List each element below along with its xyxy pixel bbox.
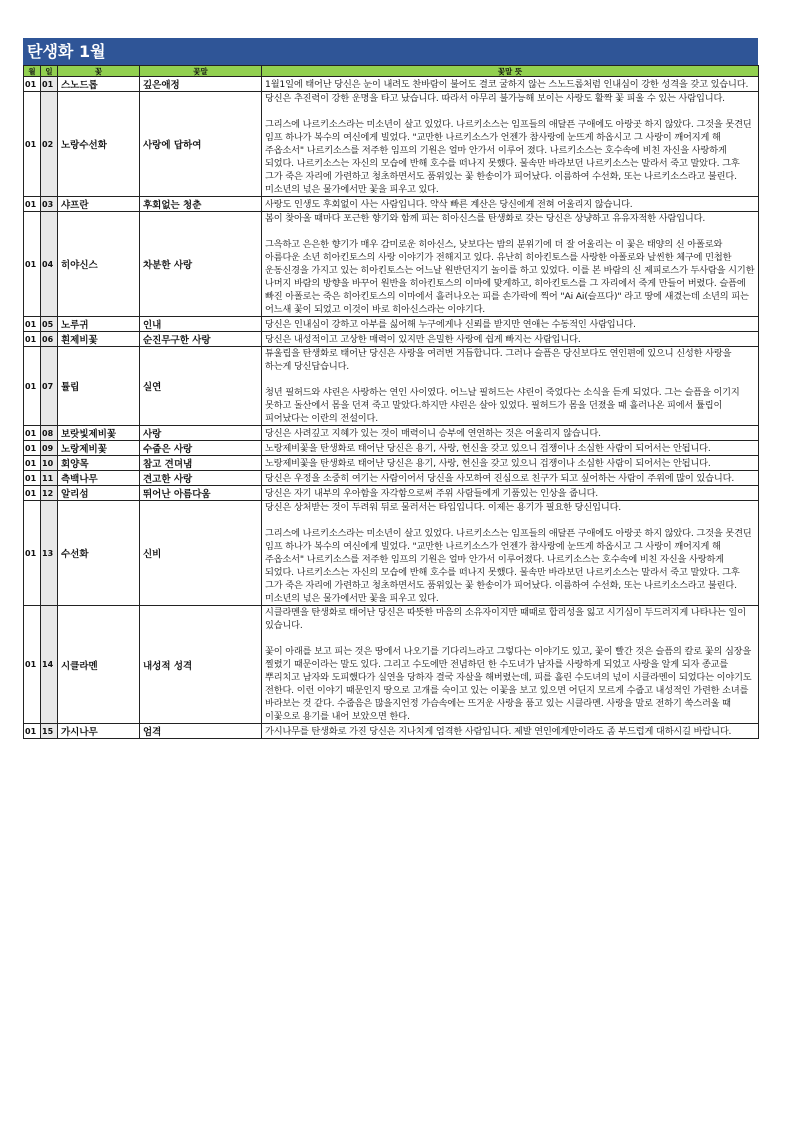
month-cell: 01: [24, 724, 41, 739]
month-cell: 01: [24, 332, 41, 347]
flower-word-cell: 내성적 성격: [140, 606, 262, 724]
day-cell: 04: [41, 212, 58, 317]
table-row: [24, 332, 759, 347]
day-cell: 10: [41, 456, 58, 471]
flower-word-cell: 차분한 사랑: [140, 212, 262, 317]
day-cell: 12: [41, 486, 58, 501]
header-meaning: 꽃말 뜻: [262, 66, 759, 77]
month-cell: 01: [24, 486, 41, 501]
meaning-cell: 당신은 내성적이고 고상한 매력이 있지만 은밀한 사랑에 쉽게 빠지는 사람입니다.: [262, 332, 759, 347]
meaning-cell: 튜울립을 탄생화로 태어난 당신은 사랑을 여러번 거듭합니다. 그러나 슬픔은 당신보다도 연인편에 있으니 신성한 사랑을 하는게 당신답습니다. 청년 필허드와 샤린은 사랑하는 연인 사이였다. 어느날 필허드는 샤린이 죽었다는 소식을 듣게 되었다. 그는 슬픔을 이기지 못하고 돌산에서 몸을 던져 죽고 말았다.하지만 샤린은 살아 있었다. 필허드가 몸을 던졌을 때 흘러나온 피에서 튤립이 피어났다는 이란의 전설이다.: [262, 347, 759, 426]
birth-flower-sheet: [23, 38, 758, 739]
flower-name-cell: 튤립: [58, 347, 140, 426]
table-row: [24, 501, 759, 606]
month-cell: 01: [24, 471, 41, 486]
flower-name-cell: 흰제비꽃: [58, 332, 140, 347]
table-row: [24, 212, 759, 317]
meaning-cell: 시클라멘을 탄생화로 태어난 당신은 따뜻한 마음의 소유자이지만 때때로 합리성을 잃고 시기심이 두드러지게 나타나는 일이 있습니다. 꽃이 아래를 보고 피는 것은 땅에서 나오기를 기다리느라고 그렇다는 이야기도 있고, 꽃이 빨간 것은 슬픔의 칼로 꽃의 심장을 찔렸기 때문이라는 말도 있다. 그리고 수도에만 전념하던 한 수도녀가 남자를 사랑하게 되었고 사랑을 알게 되자 종교를 뿌리치고 남자와 도피했다가 실연을 당하자 결국 자살을 해버렸는데, 피를 흘린 수도녀의 넋이 시클라멘이 되었다는 이야기도 전한다. 이런 이야기 때문인지 땅으로 고개를 숙이고 있는 이꽃을 보고 있으면 어딘지 모르게 수줍고 내성적인 가련한 소녀를 바라보는 것 같다. 수줍음은 많을지언정 가슴속에는 뜨거운 사랑을 품고 있는 시클라멘. 사랑을 말로 전하기 쑥스러울 때 이꽃으로 용기를 내어 보았으면 한다.: [262, 606, 759, 724]
month-cell: 01: [24, 347, 41, 426]
meaning-cell: 사랑도 인생도 후회없이 사는 사람입니다. 약삭 빠른 계산은 당신에게 전혀 어울리지 않습니다.: [262, 197, 759, 212]
flower-word-cell: 사랑에 답하여: [140, 92, 262, 197]
flower-name-cell: 알리섬: [58, 486, 140, 501]
header-flower-word: 꽃말: [140, 66, 262, 77]
meaning-cell: 노랑제비꽃을 탄생화로 태어난 당신은 용기, 사랑, 헌신을 갖고 있으니 겁쟁이나 소심한 사람이 되어서는 안됩니다.: [262, 441, 759, 456]
day-cell: 09: [41, 441, 58, 456]
table-row: [24, 77, 759, 92]
meaning-cell: 당신은 사려깊고 지혜가 있는 것이 매력이니 승부에 연연하는 것은 어울리지 않습니다.: [262, 426, 759, 441]
flower-name-cell: 회양목: [58, 456, 140, 471]
flower-name-cell: 보랏빛제비꽃: [58, 426, 140, 441]
month-cell: 01: [24, 77, 41, 92]
table-row: [24, 92, 759, 197]
birth-flower-table: [23, 65, 759, 739]
meaning-cell: 1월1일에 태어난 당신은 눈이 내려도 찬바람이 불어도 결코 굴하지 않는 스노드롭처럼 인내심이 강한 성격을 갖고 있습니다.: [262, 77, 759, 92]
flower-name-cell: 스노드롭: [58, 77, 140, 92]
table-row: [24, 456, 759, 471]
table-row: [24, 486, 759, 501]
meaning-cell: 봄이 찾아올 때마다 포근한 향기와 함께 피는 히아신스를 탄생화로 갖는 당신은 상냥하고 유유자적한 사람입니다. 그윽하고 은은한 향기가 매우 감미로운 히아신스, 낮보다는 밤의 분위기에 더 잘 어울리는 이 꽃은 태양의 신 아폴로와 아름다운 소년 히아킨토스의 사랑 이야기가 전해지고 있다. 유난히 히아킨토스를 사랑한 아폴로와 날씬한 체구에 민첩한 운동신경을 가지고 있는 히아킨토스는 어느날 원반던지기 놀이를 하고 있었다. 이를 본 바람의 신 제피로스가 두사람을 시기한 나머지 바람의 방향을 바꾸어 원반을 히아킨토스의 이마에 맞게하고, 히아킨토스를 그 자리에서 죽게 만들어 버렸다. 슬픔에 빠진 아폴로는 죽은 히아킨토스의 이마에서 흘러나오는 피를 손가락에 찍어 "Ai Ai(슬프다)" 라고 땅에 새겼는데 소년의 피는 어느새 꽃이 되었고 이것이 바로 히아신스라는 이야기다.: [262, 212, 759, 317]
flower-word-cell: 참고 견뎌냄: [140, 456, 262, 471]
header-flower: 꽃: [58, 66, 140, 77]
flower-name-cell: 샤프란: [58, 197, 140, 212]
table-row: [24, 426, 759, 441]
month-cell: 01: [24, 317, 41, 332]
table-row: [24, 197, 759, 212]
table-row: [24, 317, 759, 332]
meaning-cell: 가시나무를 탄생화로 가진 당신은 지나치게 엄격한 사람입니다. 제발 연인에게만이라도 좀 부드럽게 대하시길 바랍니다.: [262, 724, 759, 739]
month-cell: 01: [24, 212, 41, 317]
table-row: [24, 724, 759, 739]
month-cell: 01: [24, 197, 41, 212]
month-cell: 01: [24, 441, 41, 456]
day-cell: 05: [41, 317, 58, 332]
meaning-cell: 당신은 자기 내부의 우아함을 자각함으로써 주위 사람들에게 기품있는 인상을 줍니다.: [262, 486, 759, 501]
flower-word-cell: 실연: [140, 347, 262, 426]
flower-word-cell: 엄격: [140, 724, 262, 739]
day-cell: 06: [41, 332, 58, 347]
table-row: [24, 471, 759, 486]
flower-word-cell: 순진무구한 사랑: [140, 332, 262, 347]
day-cell: 15: [41, 724, 58, 739]
flower-name-cell: 시클라멘: [58, 606, 140, 724]
meaning-cell: 당신은 상처받는 것이 두려워 뒤로 물러서는 타입입니다. 이제는 용기가 필요한 당신입니다. 그리스에 나르키소스라는 미소년이 살고 있었다. 나르키소스는 임프들의 애달픈 구애에도 아랑곳 하지 않았다. 그것을 못견딘 임프 하나가 복수의 여신에게 빌었다. "교만한 나르키소스가 언젠가 참사랑에 눈뜨게 하옵시고 그 사랑이 깨어지게 해 주옵소서" 나르키소스를 저주한 임프의 기원은 얼마 안가서 이루어졌다. 나르키소스는 호수속에 비친 자신을 사랑하게 되었다. 나르키소스는 자신의 모습에 반해 호수를 떠나지 못했다. 물속만 바라보던 나르키소스는 말라서 죽고 말았다. 그후 그가 죽은 자리에 가련하고 청초하면서도 품위있는 꽃 한송이가 피어났다. 이름하여 수선화, 또는 나르키소스라고 불린다. 미소년의 넋은 물가에서만 꽃을 피우고 있다.: [262, 501, 759, 606]
flower-word-cell: 신비: [140, 501, 262, 606]
day-cell: 11: [41, 471, 58, 486]
day-cell: 02: [41, 92, 58, 197]
day-cell: 07: [41, 347, 58, 426]
flower-word-cell: 사랑: [140, 426, 262, 441]
meaning-cell: 당신은 추진력이 강한 운명을 타고 났습니다. 따라서 아무리 불가능해 보이는 사랑도 활짝 꽃 피울 수 있는 사람입니다. 그리스에 나르키소스라는 미소년이 살고 있었다. 나르키소스는 임프들의 애달픈 구애에도 아랑곳 하지 않았다. 그것을 못견딘 임프 하나가 복수의 여신에게 빌었다. "교만한 나르키소스가 언젠가 참사랑에 눈뜨게 하옵시고 그 사랑이 깨어지게 해 주옵소서" 나르키소스를 저주한 임프의 기원은 얼마 안가서 이루어 졌다. 나르키소스는 호수속에 비친 자신을 사랑하게 되었다. 나르키소스는 자신의 모습에 반해 호수를 떠나지 못했다. 물속만 바라보던 나르키소스는 말라서 죽고 말았다. 그후 그가 죽은 자리에 가련하고 청초하면서도 품위있는 꽃 한송이가 피어났다. 이름하여 수선화, 또는 나르키소스라고 불린다. 미소년의 넋은 물가에서만 꽃을 피우고 있다.: [262, 92, 759, 197]
month-cell: 01: [24, 606, 41, 724]
header-day: 일: [41, 66, 58, 77]
flower-word-cell: 깊은애정: [140, 77, 262, 92]
day-cell: 01: [41, 77, 58, 92]
day-cell: 14: [41, 606, 58, 724]
flower-name-cell: 측백나무: [58, 471, 140, 486]
flower-name-cell: 노루귀: [58, 317, 140, 332]
table-row: [24, 347, 759, 426]
meaning-cell: 당신은 인내심이 강하고 아부를 싫어해 누구에게나 신뢰를 받지만 연애는 수동적인 사람입니다.: [262, 317, 759, 332]
table-row: [24, 606, 759, 724]
month-cell: 01: [24, 426, 41, 441]
flower-name-cell: 수선화: [58, 501, 140, 606]
month-cell: 01: [24, 92, 41, 197]
flower-name-cell: 히야신스: [58, 212, 140, 317]
meaning-cell: 노랑제비꽃을 탄생화로 태어난 당신은 용기, 사랑, 헌신을 갖고 있으니 겁쟁이나 소심한 사람이 되어서는 안됩니다.: [262, 456, 759, 471]
flower-word-cell: 뛰어난 아름다움: [140, 486, 262, 501]
flower-word-cell: 후회없는 청춘: [140, 197, 262, 212]
flower-name-cell: 가시나무: [58, 724, 140, 739]
day-cell: 13: [41, 501, 58, 606]
sheet-title: 탄생화 1월: [23, 38, 758, 65]
meaning-cell: 당신은 우정을 소중히 여기는 사람이어서 당신을 사모하여 진심으로 친구가 되고 싶어하는 사람이 주위에 많이 있습니다.: [262, 471, 759, 486]
month-cell: 01: [24, 456, 41, 471]
month-cell: 01: [24, 501, 41, 606]
day-cell: 03: [41, 197, 58, 212]
table-row: [24, 441, 759, 456]
flower-word-cell: 견고한 사랑: [140, 471, 262, 486]
header-row: [24, 66, 759, 77]
day-cell: 08: [41, 426, 58, 441]
flower-word-cell: 인내: [140, 317, 262, 332]
flower-name-cell: 노랑제비꽃: [58, 441, 140, 456]
flower-word-cell: 수줍은 사랑: [140, 441, 262, 456]
header-month: 월: [24, 66, 41, 77]
flower-name-cell: 노랑수선화: [58, 92, 140, 197]
